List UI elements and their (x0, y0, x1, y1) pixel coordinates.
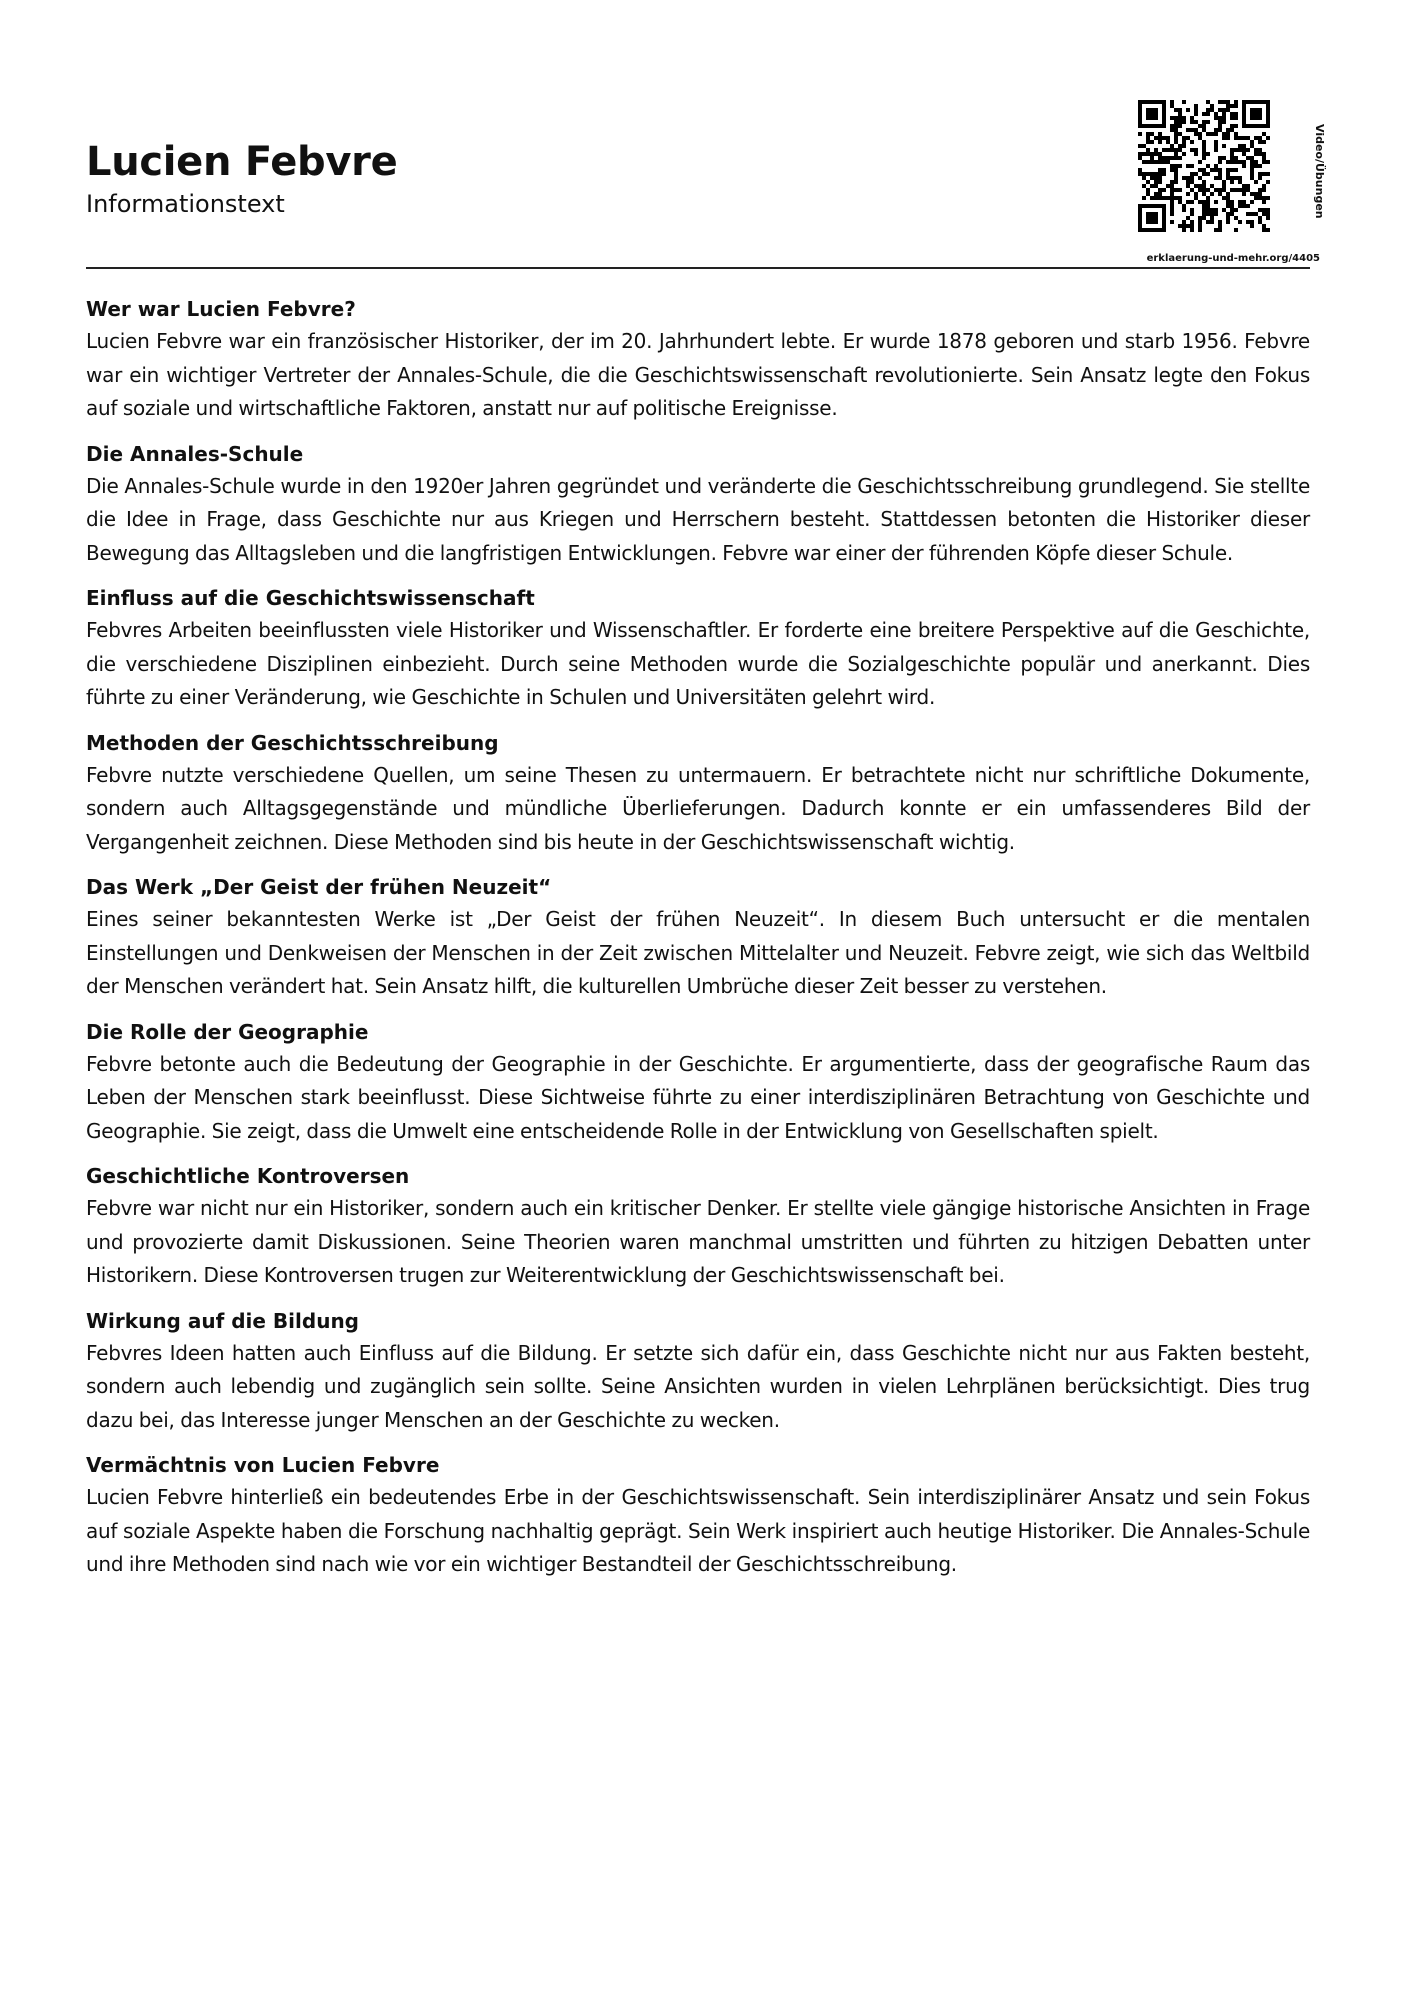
section-body: Lucien Febvre war ein französischer Historiker, der im 20. Jahrhundert lebte. Er wurde 1878 geboren und starb 1956. Febvre war ein wichtiger Vertreter der Annales-Schule, die die Geschichtswissenschaft revolutionierte. Sein Ansatz legte den Fokus auf soziale und wirtschaftliche Faktoren, anstatt nur auf politische Ereignisse. (86, 329, 1310, 420)
page-subtitle: Informationstext (86, 190, 285, 218)
qr-code-icon[interactable] (1138, 100, 1270, 232)
section-body: Febvres Arbeiten beeinflussten viele Historiker und Wissenschaftler. Er forderte eine breitere Perspektive auf die Geschichte, die verschiedene Disziplinen einbezieht. Durch seine Methoden wurde die Sozialgeschichte populär und anerkannt. Dies führte zu einer Veränderung, wie Geschichte in Schulen und Universitäten gelehrt wird. (86, 618, 1310, 709)
section-body: Febvre war nicht nur ein Historiker, sondern auch ein kritischer Denker. Er stellte viele gängige historische Ansichten in Frage und provozierte damit Diskussionen. Seine Theorien waren manchmal umstritten und führten zu hitzigen Debatten unter Historikern. Diese Kontroversen trugen zur Weiterentwicklung der Geschichtswissenschaft bei. (86, 1196, 1310, 1287)
section-heading: Die Rolle der Geographie (86, 1019, 369, 1044)
section-heading: Methoden der Geschichtsschreibung (86, 730, 499, 755)
section-heading: Wer war Lucien Febvre? (86, 297, 356, 321)
section-body: Febvre betonte auch die Bedeutung der Geographie in der Geschichte. Er argumentierte, dass der geografische Raum das Leben der Menschen stark beeinflusst. Diese Sichtweise führte zu einer interdisziplinären Betrachtung von Geschichte und Geographie. Sie zeigt, dass die Umwelt eine entscheidende Rolle in der Entwicklung von Gesellschaften spielt. (86, 1051, 1310, 1143)
section-influence (86, 583, 1310, 715)
section-legacy (86, 1450, 1310, 1582)
page-title: Lucien Febvre (86, 139, 398, 185)
section-body: Eines seiner bekanntesten Werke ist „Der Geist der frühen Neuzeit“. In diesem Buch untersucht er die mentalen Einstellungen und Denkweisen der Menschen in der Zeit zwischen Mittelalter und Neuzeit. Febvre zeigt, wie sich das Weltbild der Menschen verändert hat. Sein Ansatz hilft, die kulturellen Umbrüche dieser Zeit besser zu verstehen. (86, 907, 1310, 998)
qr-side-label: Video/Übungen (1313, 124, 1326, 219)
section-heading: Das Werk „Der Geist der frühen Neuzeit“ (86, 875, 552, 899)
section-geography (86, 1017, 1310, 1149)
section-heading: Geschichtliche Kontroversen (86, 1164, 410, 1188)
section-heading: Wirkung auf die Bildung (86, 1308, 359, 1333)
article-content (86, 294, 1310, 1595)
section-body: Febvres Ideen hatten auch Einfluss auf die Bildung. Er setzte sich dafür ein, dass Geschichte nicht nur aus Fakten besteht, sondern auch lebendig und zugänglich sein sollte. Seine Ansichten wurden in vielen Lehrplänen berücksichtigt. Dies trug dazu bei, das Interesse junger Menschen an der Geschichte zu wecken. (86, 1340, 1310, 1432)
section-heading: Die Annales-Schule (86, 441, 304, 466)
section-work (86, 872, 1310, 1004)
section-heading: Einfluss auf die Geschichtswissenschaft (86, 586, 535, 610)
section-body: Lucien Febvre hinterließ ein bedeutendes Erbe in der Geschichtswissenschaft. Sein interdisziplinärer Ansatz und sein Fokus auf soziale Aspekte haben die Forschung nachhaltig geprägt. Sein Werk inspiriert auch heutige Historiker. Die Annales-Schule und ihre Methoden sind nach wie vor ein wichtiger Bestandteil der Geschichtsschreibung. (86, 1485, 1310, 1576)
qr-url-link[interactable]: erklaerung-und-mehr.org/4405 (1146, 253, 1320, 264)
section-heading: Vermächtnis von Lucien Febvre (86, 1453, 440, 1477)
section-methods (86, 728, 1310, 860)
section-annales-school (86, 439, 1310, 571)
section-body: Die Annales-Schule wurde in den 1920er Jahren gegründet und veränderte die Geschichtsschreibung grundlegend. Sie stellte die Idee in Frage, dass Geschichte nur aus Kriegen und Herrschern besteht. Stattdessen betonten die Historiker dieser Bewegung das Alltagsleben und die langfristigen Entwicklungen. Febvre war einer der führenden Köpfe dieser Schule. (86, 473, 1310, 565)
section-who-was-febvre (86, 294, 1310, 426)
section-education (86, 1306, 1310, 1438)
section-controversies (86, 1161, 1310, 1293)
section-body: Febvre nutzte verschiedene Quellen, um seine Thesen zu untermauern. Er betrachtete nicht nur schriftliche Dokumente, sondern auch Alltagsgegenstände und mündliche Überlieferungen. Dadurch konnte er ein umfassenderes Bild der Vergangenheit zeichnen. Diese Methoden sind bis heute in der Geschichtswissenschaft wichtig. (86, 762, 1310, 854)
qr-side-label-box (1308, 124, 1328, 234)
header-divider (86, 267, 1310, 269)
